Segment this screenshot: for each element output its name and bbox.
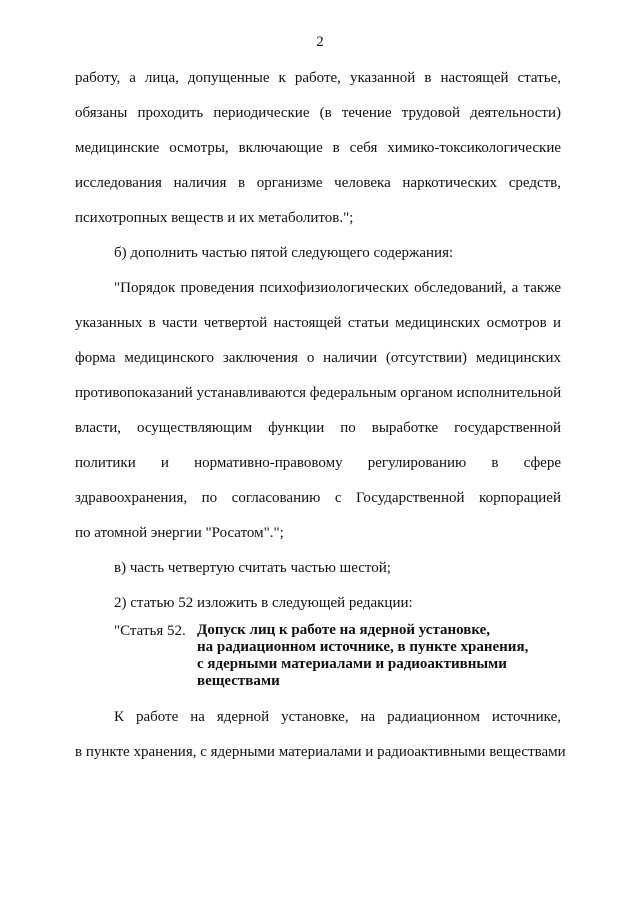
text-line: работу, а лица, допущенные к работе, указанной в настоящей статье, <box>75 70 561 86</box>
text-line: здравоохранения, по согласованию с Государственной корпорацией <box>75 490 561 506</box>
text-line: в пункте хранения, с ядерными материалами и радиоактивными веществами <box>75 744 566 760</box>
text-line: медицинские осмотры, включающие в себя химико-токсикологические <box>75 140 561 156</box>
article-title-line: на радиационном источнике, в пункте хранения, <box>197 639 529 655</box>
article-title-line: Допуск лиц к работе на ядерной установке, <box>197 622 491 638</box>
text-line: б) дополнить частью пятой следующего содержания: <box>114 245 454 261</box>
text-line: исследования наличия в организме человека наркотических средств, <box>75 175 561 191</box>
text-line: психотропных веществ и их метаболитов."; <box>75 210 354 226</box>
article-title-line: с ядерными материалами и радиоактивными <box>197 656 507 672</box>
text-line: противопоказаний устанавливаются федеральным органом исполнительной <box>75 385 562 401</box>
text-line: форма медицинского заключения о наличии (отсутствии) медицинских <box>75 350 561 366</box>
text-line: 2) статью 52 изложить в следующей редакции: <box>114 595 413 611</box>
text-line: политики и нормативно-правовому регулированию в сфере <box>75 455 561 471</box>
text-line: "Порядок проведения психофизиологических обследований, а также <box>114 280 561 296</box>
text-line: К работе на ядерной установке, на радиационном источнике, <box>114 709 561 725</box>
text-line: в) часть четвертую считать частью шестой; <box>114 560 391 576</box>
article-label: "Статья 52. <box>114 623 186 639</box>
page-number: 2 <box>316 34 324 50</box>
text-line: по атомной энергии "Росатом"."; <box>75 525 284 541</box>
text-line: обязаны проходить периодические (в течение трудовой деятельности) <box>75 105 561 121</box>
text-line: указанных в части четвертой настоящей статьи медицинских осмотров и <box>75 315 561 331</box>
article-title-line: веществами <box>197 673 280 689</box>
text-line: власти, осуществляющим функции по выработке государственной <box>75 420 561 436</box>
